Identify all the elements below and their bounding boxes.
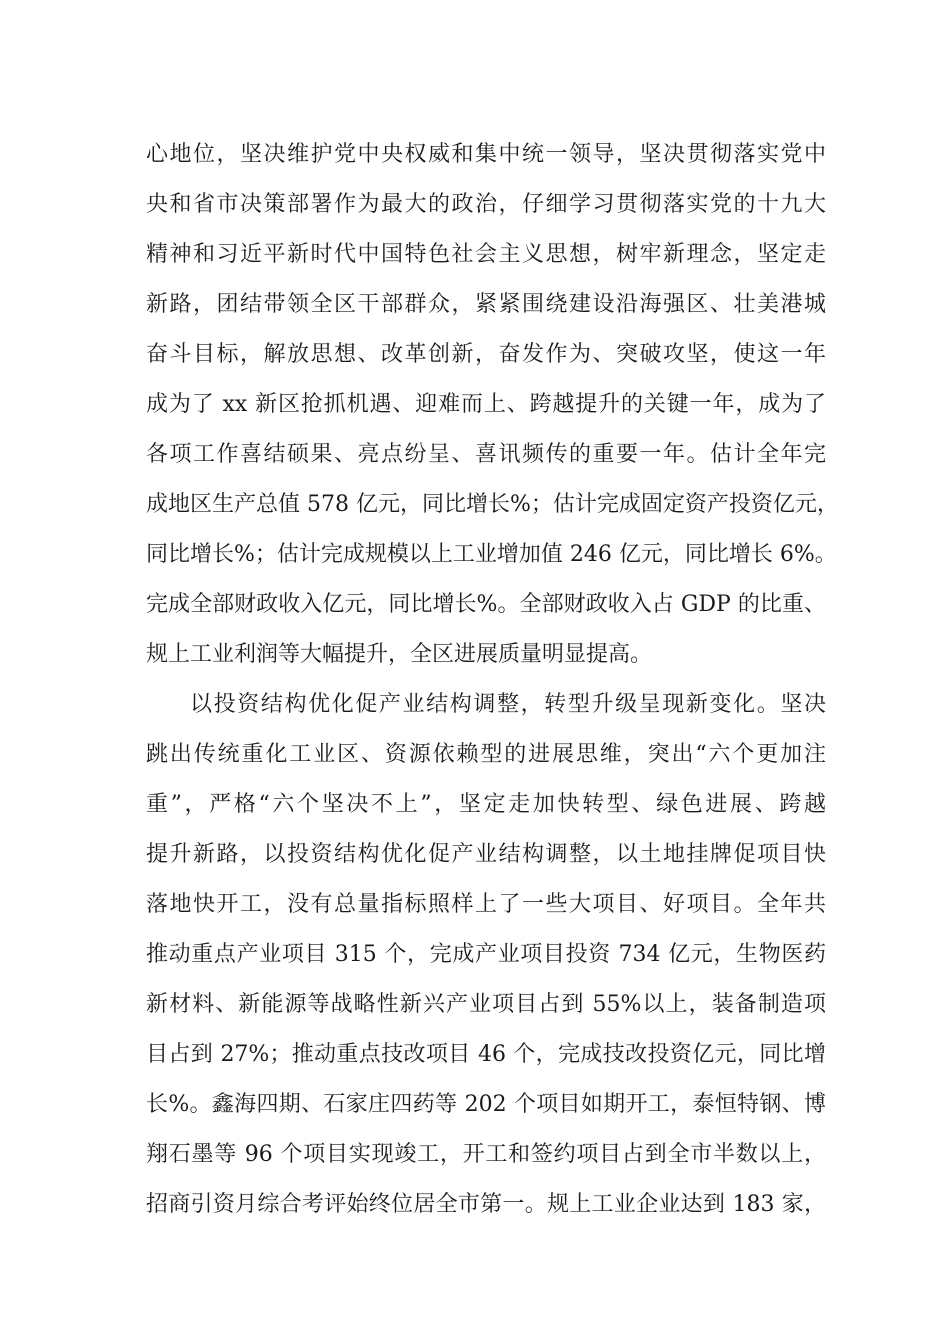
text-line: 成地区生产总值 578 亿元，同比增长%；估计完成固定资产投资亿元， [146, 492, 839, 517]
text-line: 推动重点产业项目 315 个，完成产业项目投资 734 亿元，生物医药 [146, 942, 826, 967]
body-text [146, 130, 839, 1230]
text-line: 完成全部财政收入亿元，同比增长%。全部财政收入占 GDP 的比重、 [146, 592, 826, 617]
text-line: 新材料、新能源等战略性新兴产业项目占到 55%以上，装备制造项 [146, 992, 826, 1017]
text-line: 奋斗目标，解放思想、改革创新，奋发作为、突破攻坚，使这一年 [146, 342, 826, 367]
text-line: 精神和习近平新时代中国特色社会主义思想，树牢新理念，坚定走 [146, 242, 826, 267]
text-line: 新路，团结带领全区干部群众，紧紧围绕建设沿海强区、壮美港城 [146, 292, 826, 317]
text-line: 央和省市决策部署作为最大的政治，仔细学习贯彻落实党的十九大 [146, 192, 826, 217]
text-line: 重”，严格“六个坚决不上”，坚定走加快转型、绿色进展、跨越 [146, 792, 826, 817]
paragraph-first-line: 以投资结构优化促产业结构调整，转型升级呈现新变化。坚决 [190, 692, 826, 717]
text-line: 成为了 xx 新区抢抓机遇、迎难而上、跨越提升的关键一年，成为了 [146, 392, 826, 417]
text-line: 翔石墨等 96 个项目实现竣工，开工和签约项目占到全市半数以上， [146, 1142, 826, 1167]
text-line: 招商引资月综合考评始终位居全市第一。规上工业企业达到 183 家， [146, 1192, 826, 1217]
text-line: 心地位，坚决维护党中央权威和集中统一领导，坚决贯彻落实党中 [146, 142, 826, 167]
text-line: 各项工作喜结硕果、亮点纷呈、喜讯频传的重要一年。估计全年完 [146, 442, 826, 467]
text-line: 提升新路，以投资结构优化促产业结构调整，以土地挂牌促项目快 [146, 842, 826, 867]
text-line: 目占到 27%；推动重点技改项目 46 个，完成技改投资亿元，同比增 [146, 1042, 826, 1067]
text-line: 跳出传统重化工业区、资源依赖型的进展思维，突出“六个更加注 [146, 742, 826, 767]
text-line: 长%。鑫海四期、石家庄四药等 202 个项目如期开工，泰恒特钢、博 [146, 1092, 826, 1117]
text-line: 落地快开工，没有总量指标照样上了一些大项目、好项目。全年共 [146, 892, 826, 917]
paragraph-end-line: 规上工业利润等大幅提升，全区进展质量明显提高。 [146, 642, 653, 667]
text-line: 同比增长%；估计完成规模以上工业增加值 246 亿元，同比增长 6%。 [146, 542, 837, 567]
